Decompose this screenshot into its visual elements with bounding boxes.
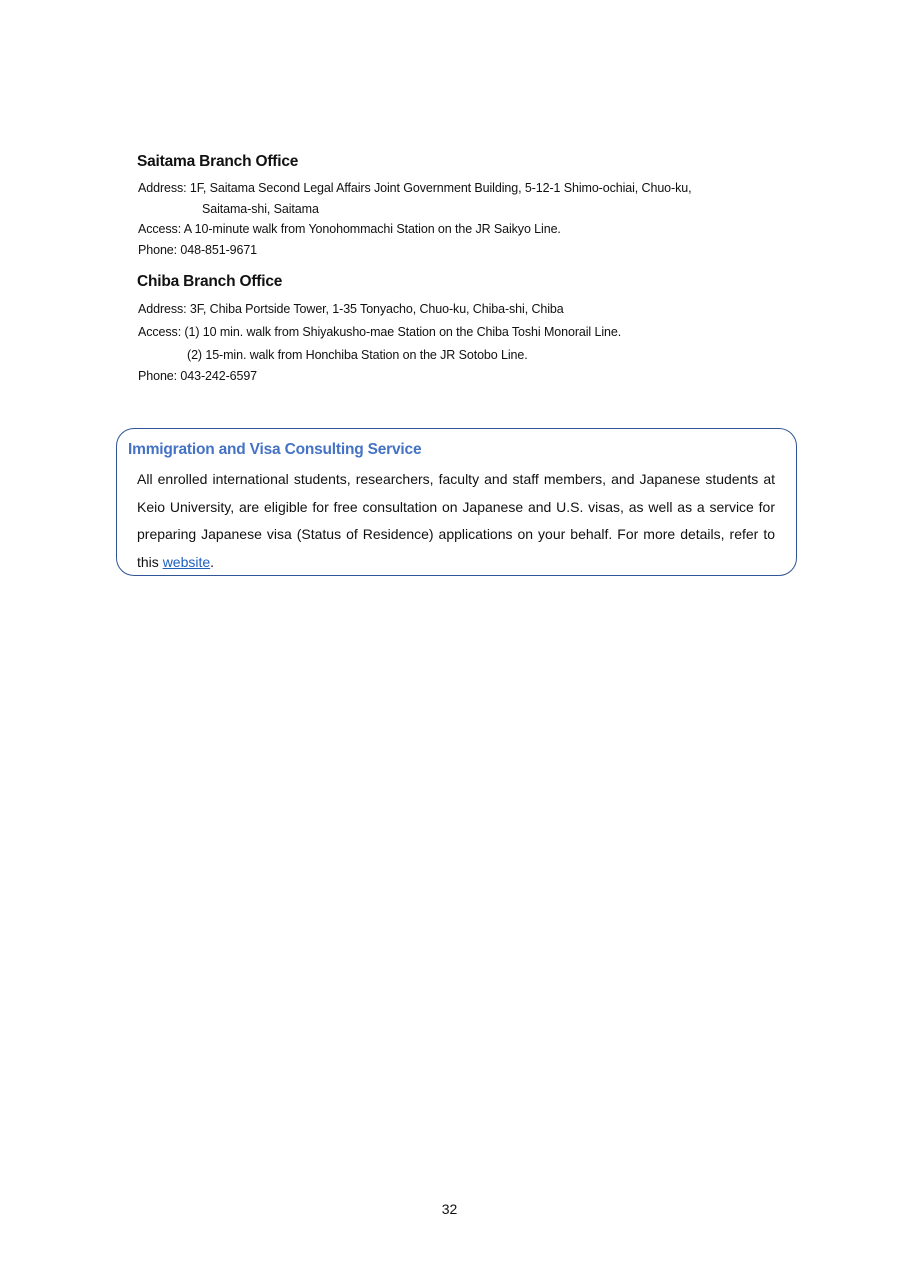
chiba-address: Address: 3F, Chiba Portside Tower, 1-35 Tonyacho, Chuo-ku, Chiba-shi, Chiba [138, 302, 564, 316]
chiba-office-heading: Chiba Branch Office [137, 273, 283, 290]
saitama-office-heading: Saitama Branch Office [137, 153, 299, 170]
chiba-access-continued: (2) 15-min. walk from Honchiba Station on the JR Sotobo Line. [187, 348, 528, 362]
saitama-phone: Phone: 048-851-9671 [138, 243, 258, 257]
visa-consulting-title: Immigration and Visa Consulting Service [128, 441, 422, 458]
website-link[interactable]: website [162, 553, 211, 570]
chiba-access: Access: (1) 10 min. walk from Shiyakusho-mae Station on the Chiba Toshi Monorail Line. [138, 325, 622, 339]
visa-consulting-body [137, 466, 775, 576]
page-number: 32 [441, 1201, 458, 1217]
visa-consulting-text: All enrolled international students, researchers, faculty and staff members, and Japanese students at Keio University, are eligible for free consultation on Japanese and U.S. visas, as well as a service for preparing Japanese visa (Status of Residence) applications on your behalf. For more details, refer to this [137, 471, 775, 570]
chiba-phone: Phone: 043-242-6597 [138, 369, 258, 383]
saitama-access: Access: A 10-minute walk from Yonohommachi Station on the JR Saikyo Line. [138, 222, 561, 236]
saitama-address: Address: 1F, Saitama Second Legal Affairs Joint Government Building, 5-12-1 Shimo-ochiai, Chuo-ku, [138, 181, 692, 195]
visa-consulting-period: . [210, 553, 215, 570]
saitama-address-continued: Saitama-shi, Saitama [202, 202, 319, 216]
